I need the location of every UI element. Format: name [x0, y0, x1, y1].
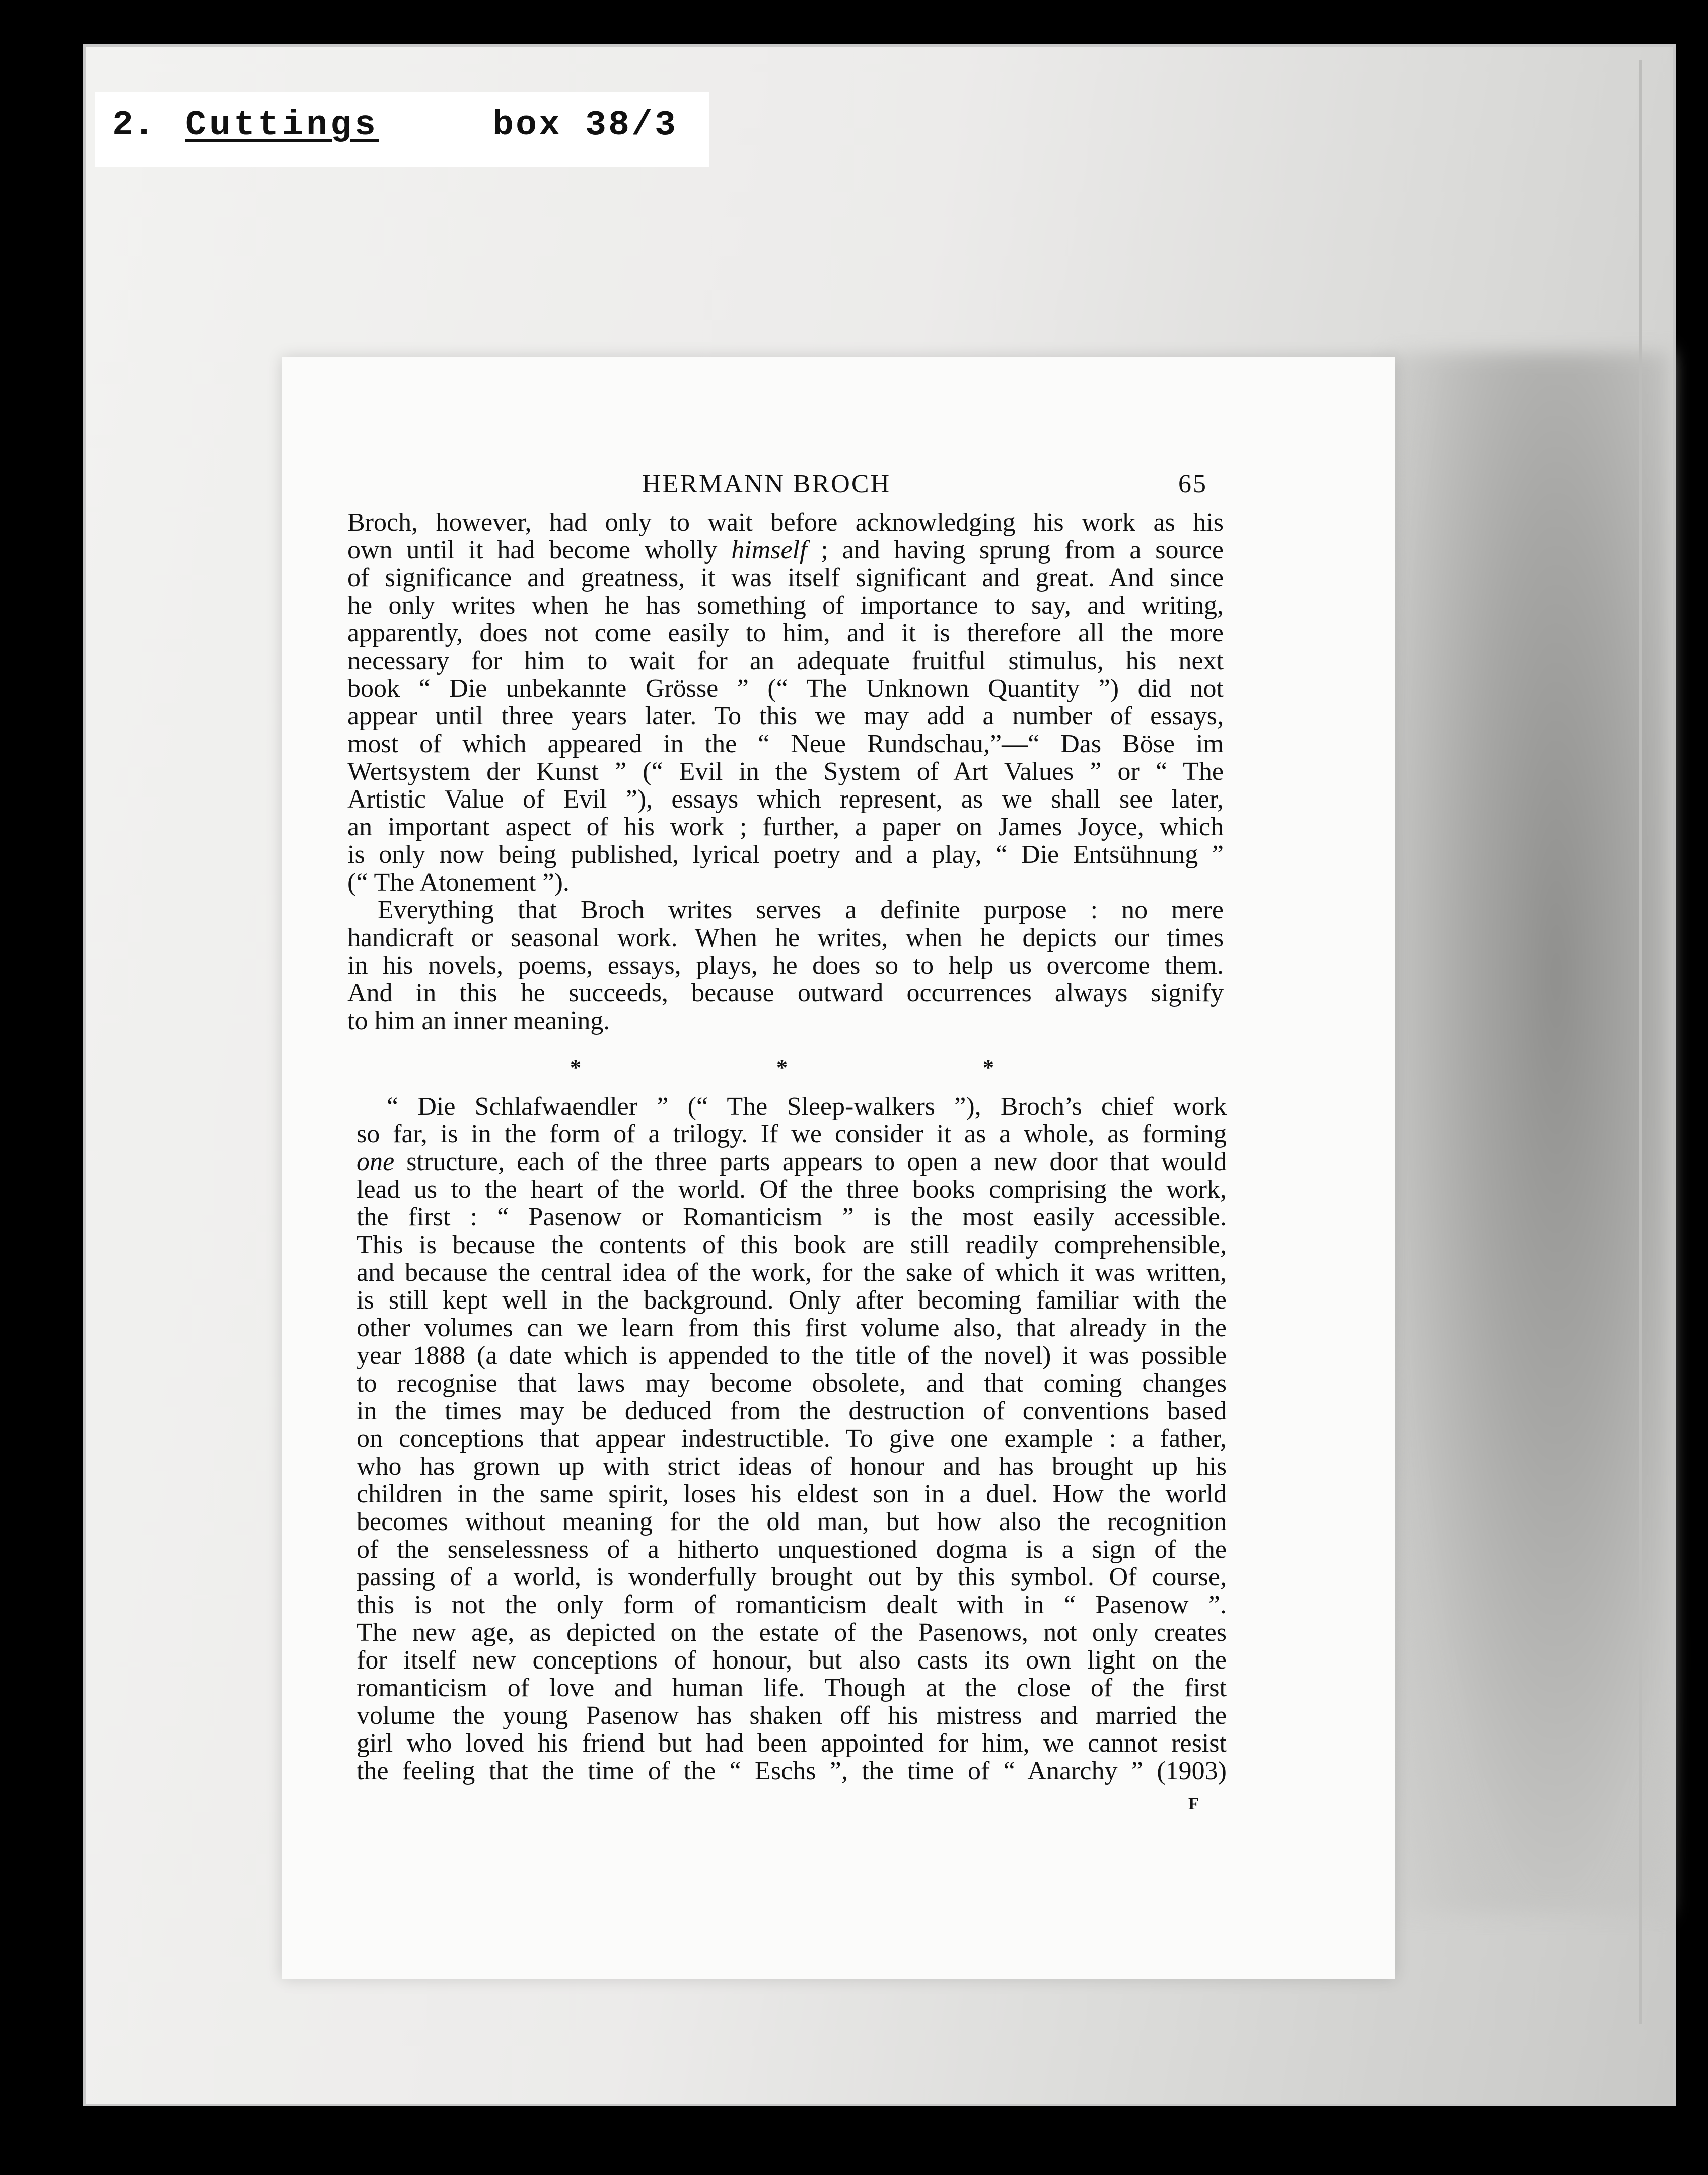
text-line: necessary for him to wait for an adequate fruitful stimulus, his next — [347, 646, 1224, 675]
text-line: passing of a world, is wonderfully brought out by this symbol. Of course, — [357, 1563, 1227, 1591]
signature-mark: F — [1188, 1795, 1199, 1814]
separator-star: * — [983, 1055, 994, 1080]
separator-star: * — [776, 1055, 788, 1080]
running-head: HERMANN BROCH — [642, 470, 891, 498]
text-line: who has grown up with strict ideas of honour and has brought up his — [357, 1452, 1227, 1481]
board-shadow — [1387, 352, 1669, 1913]
page-number: 65 — [1178, 470, 1207, 498]
text-line: is still kept well in the background. Only after becoming familiar with the — [357, 1286, 1227, 1315]
text-line: Wertsystem der Kunst ” (“ Evil in the System of Art Values ” or “ The — [347, 757, 1224, 786]
text-line: (“ The Atonement ”). — [347, 868, 570, 897]
text-line: he only writes when he has something of importance to say, and writing, — [347, 591, 1224, 620]
text-line: Everything that Broch writes serves a definite purpose : no mere — [378, 896, 1224, 924]
archive-label — [95, 92, 709, 167]
separator-star: * — [570, 1055, 581, 1080]
label-box-number: box 38/3 — [492, 106, 678, 146]
text-line: appear until three years later. To this we may add a number of essays, — [347, 702, 1224, 731]
text-line: other volumes can we learn from this first volume also, that already in the — [357, 1314, 1227, 1342]
text-line: and because the central idea of the work, for the sake of which it was written, — [357, 1258, 1227, 1287]
text-line: so far, is in the form of a trilogy. If we consider it as a whole, as forming — [357, 1120, 1227, 1148]
text-line: for itself new conceptions of honour, but also casts its own light on the — [357, 1646, 1227, 1675]
text-line: to recognise that laws may become obsolete, and that coming changes — [357, 1369, 1227, 1398]
main-paragraph — [357, 1093, 1227, 1785]
text-line: the feeling that the time of the “ Eschs ”, the time of “ Anarchy ” (1903) — [357, 1757, 1227, 1785]
text-line: one structure, each of the three parts appears to open a new door that would — [357, 1147, 1227, 1176]
section-separator — [282, 1055, 1395, 1085]
opening-paragraphs — [347, 509, 1224, 1035]
text-line: year 1888 (a date which is appended to the title of the novel) it was possible — [357, 1341, 1227, 1370]
text-line: is only now being published, lyrical poetry and a play, “ Die Entsühnung ” — [347, 840, 1224, 869]
text-line: apparently, does not come easily to him, and it is therefore all the more — [347, 619, 1224, 647]
text-line: on conceptions that appear indestructible. To give one example : a father, — [357, 1424, 1227, 1453]
text-line: “ Die Schlafwaendler ” (“ The Sleep-walkers ”), Broch’s chief work — [387, 1092, 1227, 1121]
text-line: becomes without meaning for the old man, but how also the recognition — [357, 1507, 1227, 1536]
page-header — [282, 469, 1395, 504]
text-line: Broch, however, had only to wait before acknowledging his work as his — [347, 508, 1224, 537]
text-line: This is because the contents of this book are still readily comprehensible, — [357, 1230, 1227, 1259]
text-line: girl who loved his friend but had been appointed for him, we cannot resist — [357, 1729, 1227, 1758]
text-line: The new age, as depicted on the estate of the Pasenows, not only creates — [357, 1618, 1227, 1647]
text-line: And in this he succeeds, because outward occurrences always signify — [347, 979, 1224, 1007]
text-line: volume the young Pasenow has shaken off his mistress and married the — [357, 1701, 1227, 1730]
text-line: handicraft or seasonal work. When he writes, when he depicts our times — [347, 923, 1224, 952]
text-line: in his novels, poems, essays, plays, he does so to help us overcome them. — [347, 951, 1224, 980]
label-number: 2. — [112, 106, 155, 146]
text-line: children in the same spirit, loses his eldest son in a duel. How the world — [357, 1480, 1227, 1508]
text-line: this is not the only form of romanticism dealt with in “ Pasenow ”. — [357, 1590, 1227, 1619]
text-line: the first : “ Pasenow or Romanticism ” is the most easily accessible. — [357, 1203, 1227, 1231]
text-line: most of which appeared in the “ Neue Rundschau,”—“ Das Böse im — [347, 730, 1224, 758]
text-line: of the senselessness of a hitherto unquestioned dogma is a sign of the — [357, 1535, 1227, 1564]
text-line: of significance and greatness, it was itself significant and great. And since — [347, 563, 1224, 592]
text-line: own until it had become wholly himself ; and having sprung from a source — [347, 536, 1224, 564]
text-line: lead us to the heart of the world. Of the three books comprising the work, — [357, 1175, 1227, 1204]
text-line: to him an inner meaning. — [347, 1006, 610, 1035]
text-line: an important aspect of his work ; further, a paper on James Joyce, which — [347, 813, 1224, 841]
clipping-page — [282, 357, 1395, 1979]
label-title: Cuttings — [185, 106, 379, 146]
board-edge — [1639, 60, 1665, 2024]
text-line: Artistic Value of Evil ”), essays which represent, as we shall see later, — [347, 785, 1224, 814]
text-line: book “ Die unbekannte Grösse ” (“ The Unknown Quantity ”) did not — [347, 674, 1224, 703]
text-line: in the times may be deduced from the destruction of conventions based — [357, 1397, 1227, 1425]
text-line: romanticism of love and human life. Though at the close of the first — [357, 1674, 1227, 1702]
